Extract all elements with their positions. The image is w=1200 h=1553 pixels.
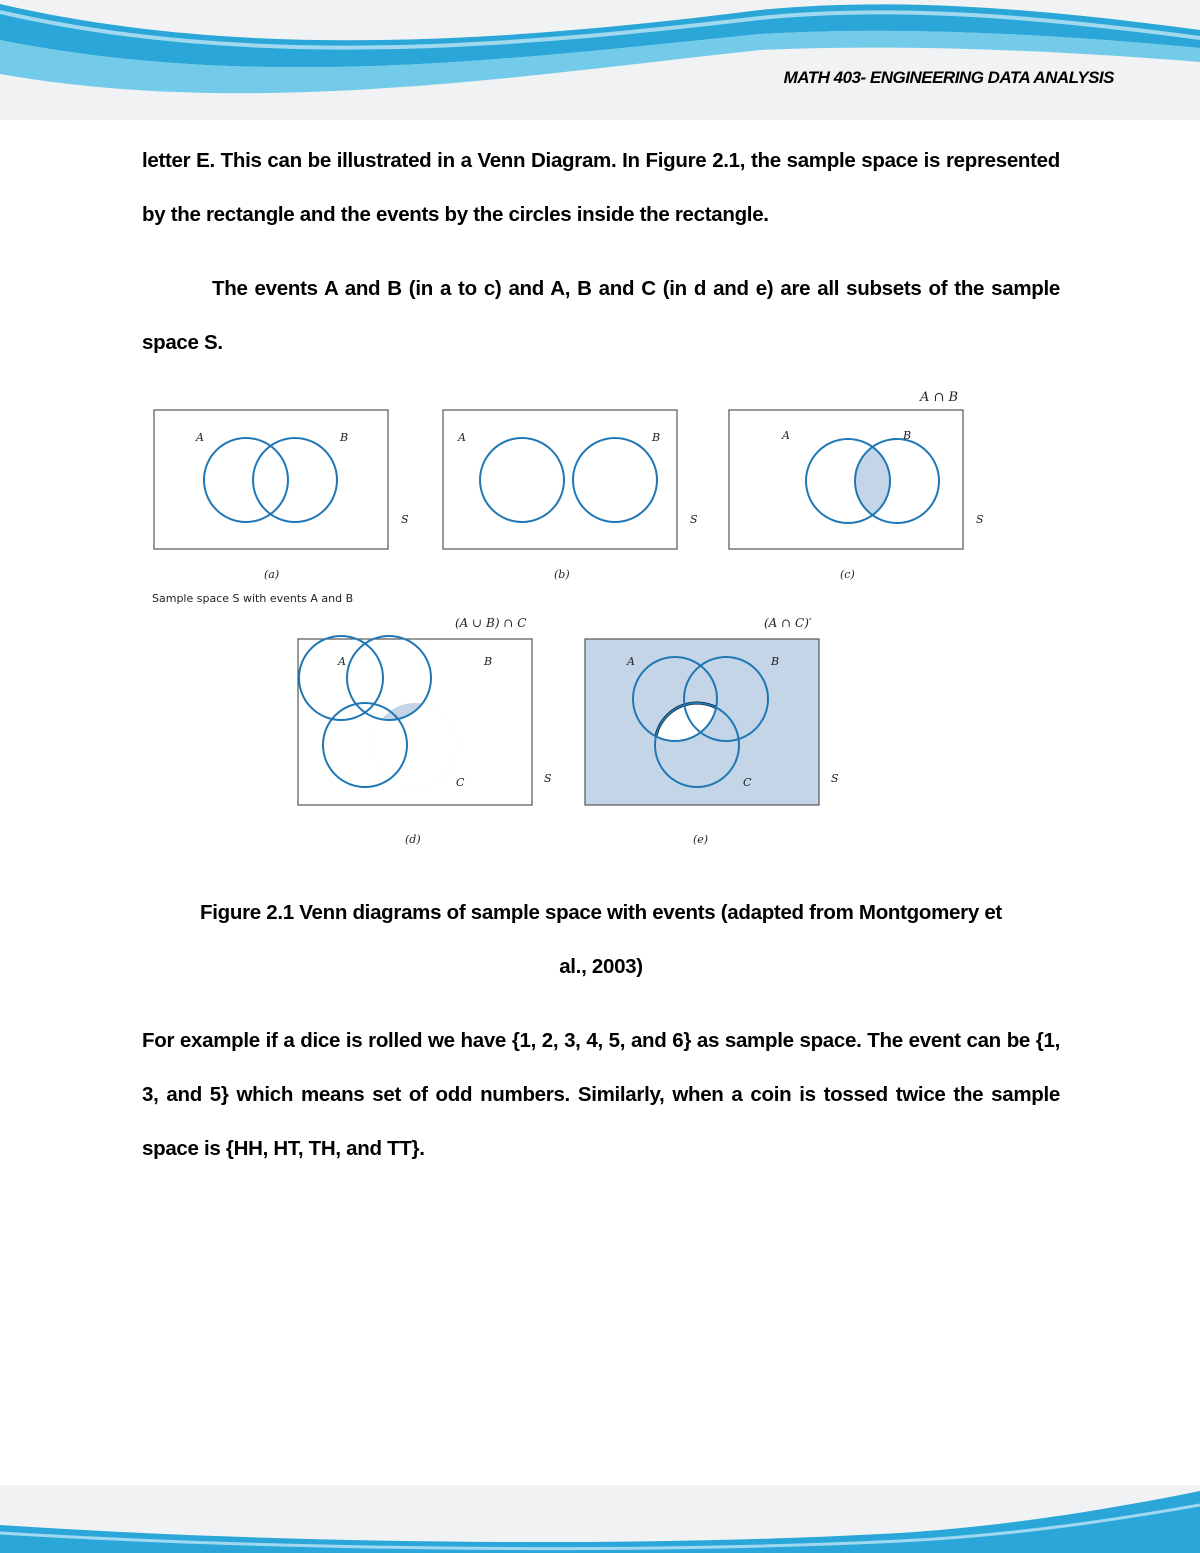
label-a: A bbox=[338, 655, 346, 668]
label-a: A bbox=[196, 431, 204, 444]
venn-panel-c bbox=[729, 390, 984, 581]
venn-panel-d bbox=[298, 616, 552, 846]
panel-title-c: A ∩ B bbox=[920, 390, 959, 405]
panel-label-c: (c) bbox=[840, 568, 855, 581]
panel-title-e: (A ∩ C)′ bbox=[764, 616, 812, 630]
label-s: S bbox=[401, 513, 409, 526]
label-b: B bbox=[652, 431, 661, 444]
paragraph-dice-example: For example if a dice is rolled we have {1, 2, 3, 4, 5, and 6} as sample space. The event can be {1, 3, and 5} which means set of odd numbers. Similarly, when a coin is tossed twice the sample space is {HH, HT, TH, and TT}. bbox=[142, 1029, 1060, 1160]
panel-label-a: (a) bbox=[264, 568, 280, 581]
label-b: B bbox=[903, 429, 912, 442]
panel-label-e: (e) bbox=[693, 833, 709, 846]
label-a: A bbox=[458, 431, 466, 444]
venn-panel-b bbox=[443, 410, 698, 581]
label-c: C bbox=[456, 776, 465, 789]
panel-label-b: (b) bbox=[554, 568, 570, 581]
figure-caption bbox=[142, 886, 1060, 994]
footer-decoration bbox=[0, 1485, 1200, 1553]
panel-label-d: (d) bbox=[405, 833, 421, 846]
label-s: S bbox=[690, 513, 698, 526]
figure-caption-line-2: al., 2003) bbox=[559, 955, 643, 978]
label-b: B bbox=[340, 431, 349, 444]
label-s: S bbox=[544, 772, 552, 785]
figure-caption-line-1: Figure 2.1 Venn diagrams of sample space with events (adapted from Montgomery et bbox=[200, 901, 1002, 924]
label-c: C bbox=[743, 776, 752, 789]
venn-diagram-figure bbox=[140, 380, 1010, 860]
venn-panel-e bbox=[585, 616, 839, 846]
course-title: MATH 403- ENGINEERING DATA ANALYSIS bbox=[783, 68, 1114, 87]
label-b: B bbox=[771, 655, 780, 668]
paragraph-events-subsets: The events A and B (in a to c) and A, B and C (in d and e) are all subsets of the sample space S. bbox=[142, 277, 1060, 354]
label-b: B bbox=[484, 655, 493, 668]
venn-panel-a bbox=[152, 410, 409, 605]
panel-a-note: Sample space S with events A and B bbox=[152, 592, 354, 605]
panel-title-d: (A ∪ B) ∩ C bbox=[455, 616, 527, 630]
header-decoration bbox=[0, 0, 1200, 120]
label-a: A bbox=[782, 429, 790, 442]
label-s: S bbox=[831, 772, 839, 785]
paragraph-venn-intro: letter E. This can be illustrated in a Venn Diagram. In Figure 2.1, the sample space is represented by the rectangle and the events by the circles inside the rectangle. bbox=[142, 149, 1060, 226]
label-s: S bbox=[976, 513, 984, 526]
label-a: A bbox=[627, 655, 635, 668]
